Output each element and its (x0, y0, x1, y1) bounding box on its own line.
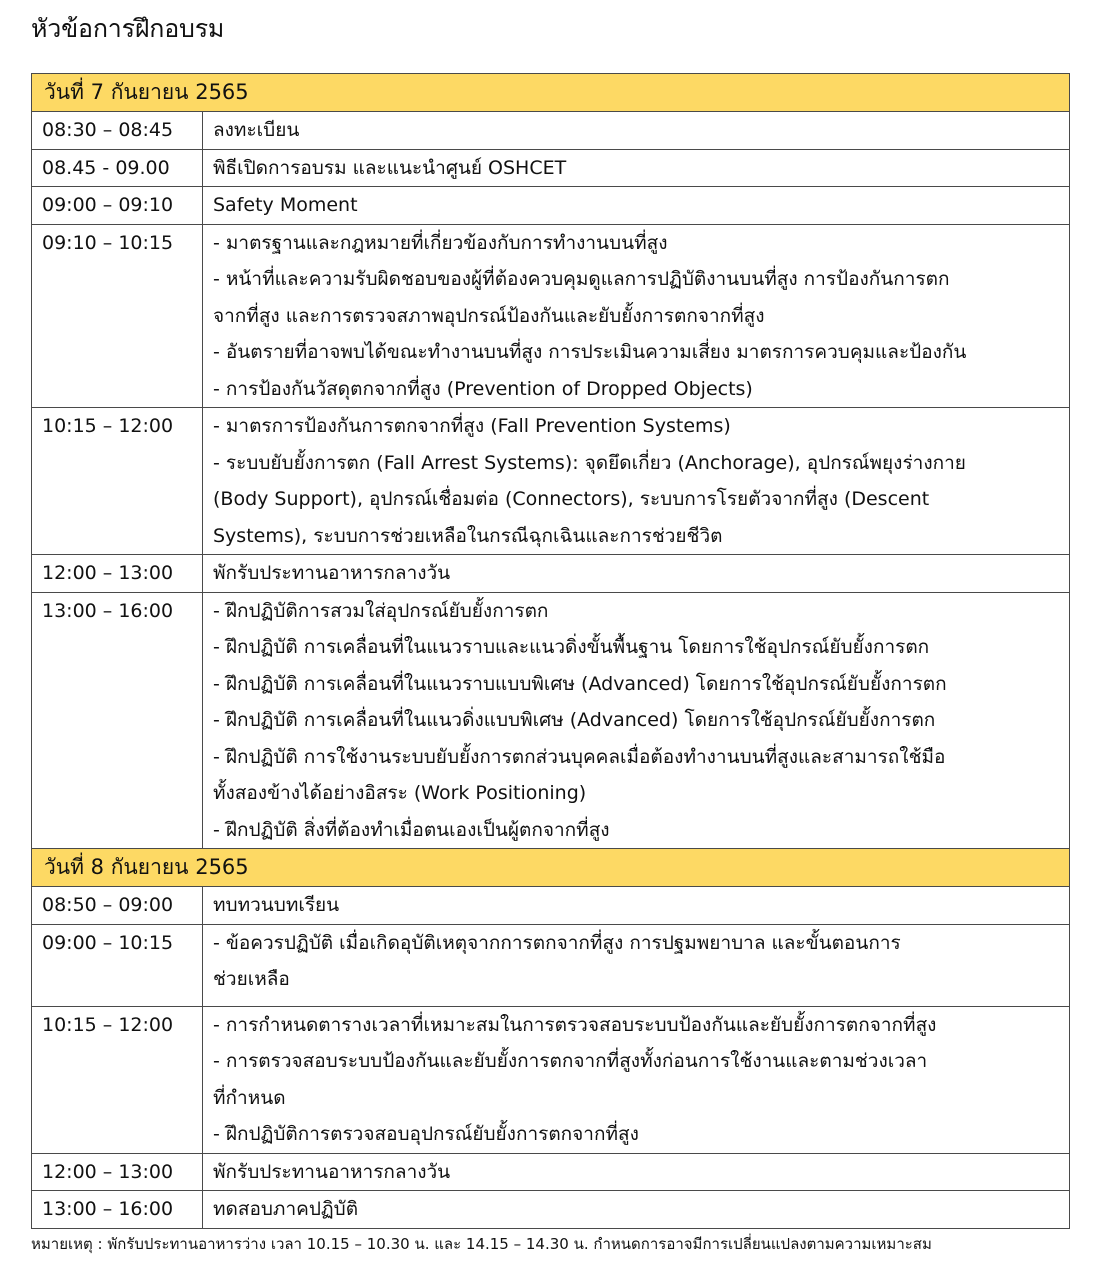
session-time: 12:00 – 13:00 (32, 555, 203, 593)
topic-line: - หน้าที่และความรับผิดชอบของผู้ที่ต้องควบคุมดูแลการปฏิบัติงานบนที่สูง การป้องกันการตก (213, 268, 950, 290)
session-row (32, 1006, 1070, 1153)
session-topic (203, 555, 1070, 593)
topic-line: ที่กำหนด (213, 1086, 286, 1109)
session-row (32, 408, 1070, 555)
session-row (32, 887, 1070, 925)
footnote: หมายเหตุ : พักรับประทานอาหารว่าง เวลา 10.15 – 10.30 น. และ 14.15 – 14.30 น. กำหนดการอาจมีการเปลี่ยนแปลงตามความเหมาะสม (31, 1235, 932, 1253)
session-row (32, 924, 1070, 1006)
session-row (32, 555, 1070, 593)
session-topic (203, 887, 1070, 925)
session-time: 13:00 – 16:00 (32, 1191, 203, 1229)
topic-line: - มาตรการป้องกันการตกจากที่สูง (Fall Prevention Systems) (213, 415, 731, 437)
session-row (32, 149, 1070, 187)
topic-line: - การกำหนดตารางเวลาที่เหมาะสมในการตรวจสอบระบบป้องกันและยับยั้งการตกจากที่สูง (213, 1013, 937, 1036)
session-topic (203, 1006, 1070, 1153)
topic-line: ทั้งสองข้างได้อย่างอิสระ (Work Positioning) (213, 782, 587, 804)
session-time: 08:50 – 09:00 (32, 887, 203, 925)
topic-line: - ฝึกปฏิบัติการสวมใส่อุปกรณ์ยับยั้งการตก (213, 599, 549, 622)
topic-line: - ฝึกปฏิบัติ สิ่งที่ต้องทำเมื่อตนเองเป็นผู้ตกจากที่สูง (213, 818, 610, 841)
topic-line: (Body Support), อุปกรณ์เชื่อมต่อ (Connectors), ระบบการโรยตัวจากที่สูง (Descent (213, 488, 930, 510)
session-time: 12:00 – 13:00 (32, 1153, 203, 1191)
schedule-table (31, 73, 1070, 1229)
day-header-row (32, 74, 1070, 112)
session-topic (203, 924, 1070, 1006)
topic-line: จากที่สูง และการตรวจสภาพอุปกรณ์ป้องกันและยับยั้งการตกจากที่สูง (213, 304, 765, 327)
topic-line: - ฝึกปฏิบัติการตรวจสอบอุปกรณ์ยับยั้งการตกจากที่สูง (213, 1123, 639, 1145)
topic-line: Safety Moment (213, 194, 358, 216)
topic-line: - ข้อควรปฏิบัติ เมื่อเกิดอุบัติเหตุจากการตกจากที่สูง การปฐมพยาบาล และขั้นตอนการ (213, 931, 901, 954)
day-date: วันที่ 8 กันยายน 2565 (32, 849, 1070, 887)
page-title: หัวข้อการฝึกอบรม (31, 14, 225, 43)
topic-line: ทบทวนบทเรียน (213, 894, 340, 916)
session-time: 08.45 - 09.00 (32, 149, 203, 187)
schedule-body (32, 74, 1070, 1229)
topic-line: - ฝึกปฏิบัติ การใช้งานระบบยับยั้งการตกส่วนบุคคลเมื่อต้องทำงานบนที่สูงและสามารถใช้มือ (213, 745, 946, 768)
session-time: 09:00 – 10:15 (32, 924, 203, 1006)
topic-line: - มาตรฐานและกฎหมายที่เกี่ยวข้องกับการทำงานบนที่สูง (213, 231, 668, 254)
day-header-row (32, 849, 1070, 887)
day-date: วันที่ 7 กันยายน 2565 (32, 74, 1070, 112)
topic-line: พักรับประทานอาหารกลางวัน (213, 1160, 451, 1183)
session-time: 08:30 – 08:45 (32, 112, 203, 150)
topic-line: - การป้องกันวัสดุตกจากที่สูง (Prevention of Dropped Objects) (213, 377, 753, 400)
topic-line: Systems), ระบบการช่วยเหลือในกรณีฉุกเฉินและการช่วยชีวิต (213, 524, 723, 547)
session-row (32, 224, 1070, 408)
session-time: 09:00 – 09:10 (32, 187, 203, 225)
session-time: 10:15 – 12:00 (32, 408, 203, 555)
topic-line: - ฝึกปฏิบัติ การเคลื่อนที่ในแนวราบและแนวดิ่งขั้นพื้นฐาน โดยการใช้อุปกรณ์ยับยั้งการตก (213, 636, 930, 658)
topic-line: - ระบบยับยั้งการตก (Fall Arrest Systems): จุดยึดเกี่ยว (Anchorage), อุปกรณ์พยุงร่างกาย (213, 451, 966, 474)
session-row (32, 187, 1070, 225)
topic-line: ลงทะเบียน (213, 119, 300, 141)
topic-line: - การตรวจสอบระบบป้องกันและยับยั้งการตกจากที่สูงทั้งก่อนการใช้งานและตามช่วงเวลา (213, 1050, 928, 1072)
session-topic (203, 408, 1070, 555)
topic-line: พักรับประทานอาหารกลางวัน (213, 562, 451, 584)
session-row (32, 112, 1070, 150)
topic-line: พิธีเปิดการอบรม และแนะนำศูนย์ OSHCET (213, 156, 567, 179)
session-time: 13:00 – 16:00 (32, 592, 203, 849)
session-topic (203, 112, 1070, 150)
session-time: 10:15 – 12:00 (32, 1006, 203, 1153)
session-row (32, 1153, 1070, 1191)
topic-line: ทดสอบภาคปฏิบัติ (213, 1198, 359, 1220)
session-topic (203, 592, 1070, 849)
topic-line: - อันตรายที่อาจพบได้ขณะทำงานบนที่สูง การประเมินความเสี่ยง มาตรการควบคุมและป้องกัน (213, 341, 967, 363)
session-topic (203, 149, 1070, 187)
session-topic (203, 1191, 1070, 1229)
topic-line: - ฝึกปฏิบัติ การเคลื่อนที่ในแนวราบแบบพิเศษ (Advanced) โดยการใช้อุปกรณ์ยับยั้งการตก (213, 672, 947, 695)
session-topic (203, 224, 1070, 408)
session-row (32, 1191, 1070, 1229)
topic-line: ช่วยเหลือ (213, 968, 290, 990)
session-topic (203, 187, 1070, 225)
topic-line: - ฝึกปฏิบัติ การเคลื่อนที่ในแนวดิ่งแบบพิเศษ (Advanced) โดยการใช้อุปกรณ์ยับยั้งการตก (213, 709, 936, 731)
session-topic (203, 1153, 1070, 1191)
session-row (32, 592, 1070, 849)
session-time: 09:10 – 10:15 (32, 224, 203, 408)
